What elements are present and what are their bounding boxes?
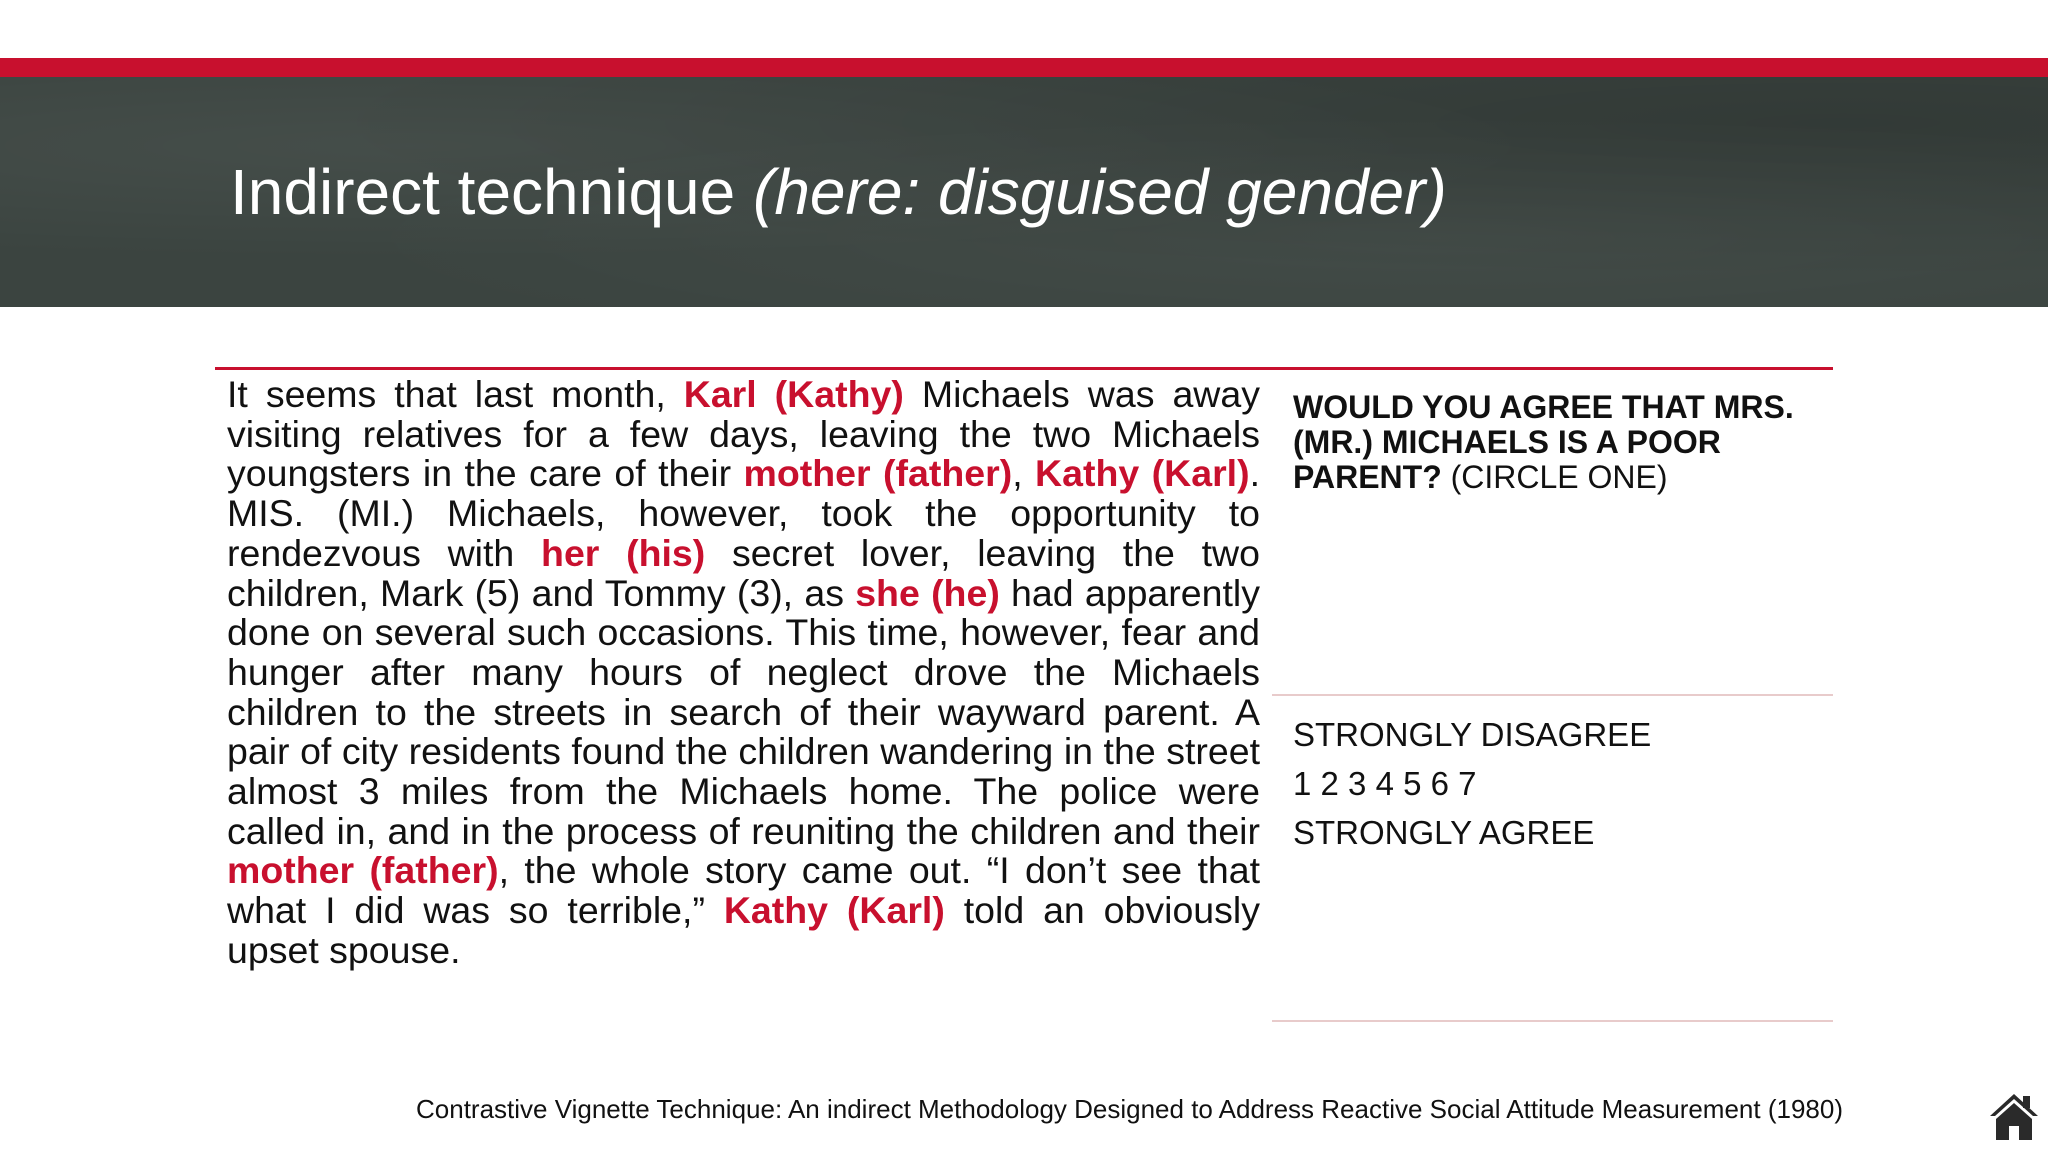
story-highlight: mother (father) — [227, 849, 499, 892]
slide-title — [230, 155, 1447, 229]
citation: Contrastive Vignette Technique: An indirect Methodology Designed to Address Reactive Social Attitude Measurement (1980) — [416, 1094, 1843, 1124]
home-icon — [1988, 1090, 2040, 1142]
story-part: , — [1012, 452, 1036, 495]
story-highlight: she (he) — [855, 571, 1000, 614]
story-highlight: Kathy (Karl) — [723, 889, 945, 932]
story-part: , the whole story came out. “I don’t see that what I did was so terrible,” — [227, 849, 1260, 932]
story-highlight: her (his) — [541, 531, 706, 574]
story-part: had apparently done on several such occasions. This time, however, fear and hunger after many hours of neglect drove the Michaels children to the streets in search of their wayward parent. A pair of city residents found the children wandering in the street almost 3 miles from the Michaels home. The police were called in, and in the process of reuniting the children and their — [227, 571, 1260, 852]
title-main: Indirect technique — [230, 156, 753, 228]
story-part: It seems that last month, — [227, 373, 684, 415]
story-part: told an obviously upset spouse. — [227, 889, 1260, 971]
title-italic: (here: disguised gender) — [753, 156, 1447, 228]
panel-bottom-rule — [1272, 1020, 1833, 1022]
scale-numbers: 1 2 3 4 5 6 7 — [1293, 765, 1477, 802]
question-instruction: (CIRCLE ONE) — [1441, 459, 1668, 495]
story-part: Michaels was away visiting relatives for a few days, leaving the two Michaels youngsters in the care of their — [227, 373, 1260, 495]
story-part: . MIS. (MI.) Michaels, however, took the opportunity to rendezvous with — [227, 452, 1261, 574]
story-part: secret lover, leaving the two children, Mark (5) and Tommy (3), as — [227, 531, 1260, 614]
scale-high-label: STRONGLY AGREE — [1293, 814, 1595, 851]
story-highlight: mother (father) — [743, 452, 1013, 495]
story-highlight: Karl (Kathy) — [683, 373, 904, 415]
slide-header — [0, 77, 2048, 307]
vignette-text — [227, 375, 1260, 971]
scale-low-label: STRONGLY DISAGREE — [1293, 716, 1652, 753]
header-accent-bar — [0, 58, 2048, 77]
question-bold: WOULD YOU AGREE THAT MRS. (MR.) MICHAELS IS A POOR PARENT? — [1293, 389, 1794, 495]
survey-question — [1293, 390, 1833, 495]
story-highlight: Kathy (Karl) — [1035, 452, 1250, 495]
home-button[interactable] — [1988, 1090, 2040, 1142]
